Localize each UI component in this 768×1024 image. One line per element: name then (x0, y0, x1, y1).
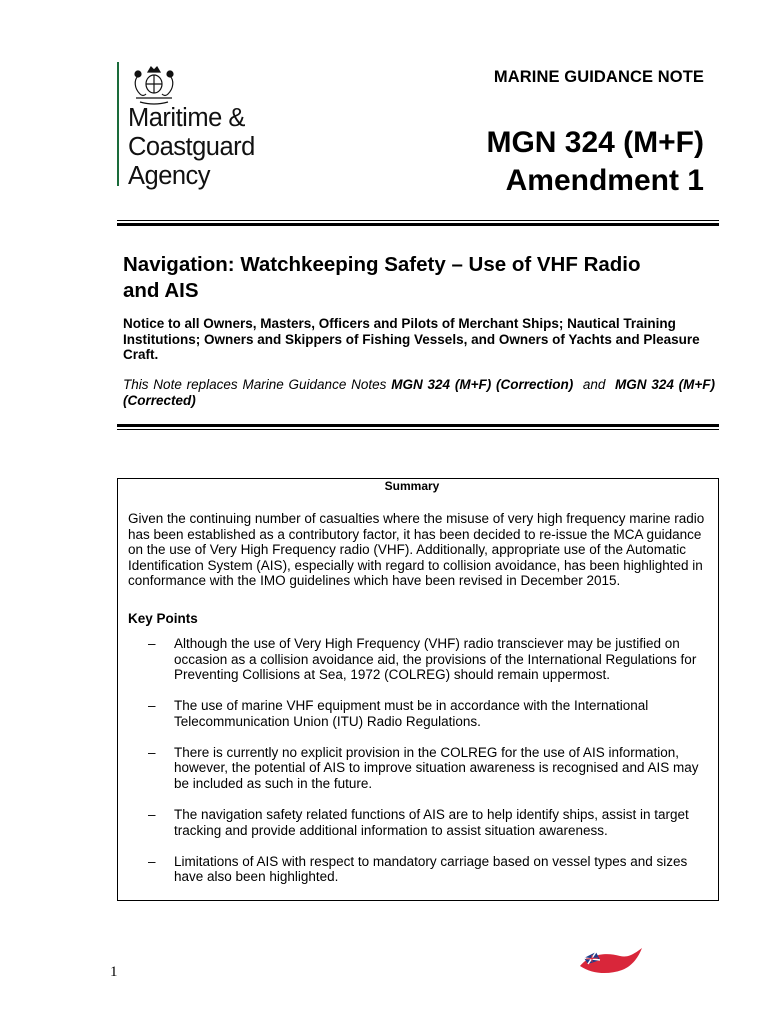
list-item (128, 698, 713, 729)
agency-line: Agency (128, 162, 211, 190)
section-divider (117, 424, 719, 430)
logo-divider (117, 62, 119, 186)
bullet-dash: – (148, 636, 156, 651)
summary-text: Given the continuing number of casualties where the misuse of very high frequency marine radio has been established as a contributory factor, it has been decided to re-issue the MCA guidance on the use of Very High Frequency radio (VHF). Additionally, appropriate use of the Automatic Identification System (AIS), especially with regard to collision avoidance, has been highlighted in conformance with the IMO guidelines which have been revised in December 2015. (128, 511, 705, 589)
replaces-note (123, 377, 715, 409)
header-divider (117, 220, 719, 226)
replaced-ref: MGN 324 (M+F) (Corrected) (123, 377, 716, 408)
replaced-ref: MGN 324 (M+F) (Correction) (391, 377, 574, 392)
bullet-dash: – (148, 806, 156, 822)
agency-line: Maritime & (128, 104, 245, 132)
title-line: Navigation: Watchkeeping Safety – Use of VHF Radio (123, 253, 641, 276)
list-item (128, 636, 713, 683)
list-item-text: The use of marine VHF equipment must be in accordance with the International Telecommunication Union (ITU) Radio Regulations. (174, 698, 649, 729)
replaces-middle: and (573, 377, 616, 392)
bullet-dash: – (148, 853, 156, 869)
key-points-list (128, 636, 713, 900)
red-ensign-flag-icon (576, 944, 646, 976)
bullet-dash: – (148, 698, 156, 714)
document-title (123, 252, 723, 304)
list-item (128, 745, 713, 792)
document-number (486, 124, 704, 200)
list-item (128, 807, 713, 838)
notice-audience: Notice to all Owners, Masters, Officers and Pilots of Merchant Ships; Nautical Training Institutions; Owners and Skippers of Fishing Vessels, and Owners of Yachts and Pleasure Craft. (123, 316, 700, 362)
key-points-heading: Key Points (128, 611, 198, 626)
list-item (128, 854, 713, 885)
summary-title: Summary (384, 479, 440, 493)
page-number: 1 (110, 964, 118, 980)
bullet-dash: – (148, 744, 156, 760)
mgn-number: MGN 324 (M+F) (486, 126, 704, 159)
list-item-text: There is currently no explicit provision in the COLREG for the use of AIS information, however, the potential of AIS to improve situation awareness is recognised and AIS may be included as such in the future. (174, 744, 699, 791)
list-item-text: Limitations of AIS with respect to mandatory carriage based on vessel types and sizes have also been highlighted. (174, 853, 688, 885)
note-type-label: MARINE GUIDANCE NOTE (493, 68, 704, 86)
amendment-label: Amendment 1 (505, 164, 704, 197)
agency-name (128, 104, 255, 191)
replaces-prefix: This Note replaces Marine Guidance Notes (123, 377, 392, 392)
title-line: and AIS (123, 279, 199, 302)
list-item-text: The navigation safety related functions of AIS are to help identify ships, assist in target tracking and provide additional information to assist situation awareness. (174, 806, 689, 838)
agency-line: Coastguard (128, 133, 255, 161)
list-item-text: Although the use of Very High Frequency (VHF) radio transciever may be justified on occasion as a collision avoidance aid, the provisions of the International Regulations for Preventing Collisions at Sea, 1972 (COLREG) should remain uppermost. (174, 636, 697, 683)
royal-crest-icon (128, 62, 180, 106)
